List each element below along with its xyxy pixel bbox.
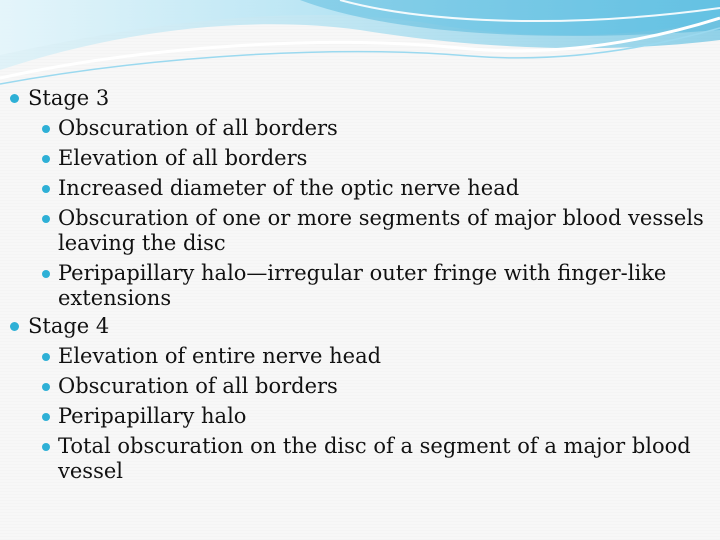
list-item-text: Elevation of all borders bbox=[58, 146, 308, 170]
list-item-text: Obscuration of one or more segments of major blood vessels leaving the disc bbox=[58, 206, 704, 255]
stage-4-sublist bbox=[28, 344, 708, 484]
list-item bbox=[28, 344, 708, 369]
bullet-icon bbox=[42, 270, 50, 278]
list-item bbox=[28, 206, 708, 256]
bullet-icon bbox=[42, 155, 50, 163]
list-item-text: Peripapillary halo bbox=[58, 404, 247, 428]
bullet-icon bbox=[42, 353, 50, 361]
list-item bbox=[28, 374, 708, 399]
bullet-icon bbox=[42, 443, 50, 451]
list-item-text: Total obscuration on the disc of a segment of a major blood vessel bbox=[58, 434, 691, 483]
list-item-text: Peripapillary halo—irregular outer fringe with finger-like extensions bbox=[58, 261, 667, 310]
list-item bbox=[28, 434, 708, 484]
stage-3-sublist bbox=[28, 116, 708, 311]
bullet-icon bbox=[42, 125, 50, 133]
list-item-text: Obscuration of all borders bbox=[58, 374, 338, 398]
list-item bbox=[28, 261, 708, 311]
header-wave-decoration bbox=[0, 0, 720, 90]
list-item bbox=[28, 176, 708, 201]
bullet-icon bbox=[10, 322, 19, 331]
bullet-icon bbox=[10, 94, 19, 103]
bullet-icon bbox=[42, 413, 50, 421]
list-item bbox=[28, 116, 708, 141]
bullet-list bbox=[8, 84, 708, 486]
bullet-icon bbox=[42, 185, 50, 193]
bullet-icon bbox=[42, 215, 50, 223]
list-item-text: Increased diameter of the optic nerve head bbox=[58, 176, 520, 200]
list-item-text: Elevation of entire nerve head bbox=[58, 344, 382, 368]
list-item bbox=[28, 404, 708, 429]
stage-3-title: Stage 3 bbox=[28, 86, 110, 110]
list-item bbox=[28, 146, 708, 171]
bullet-icon bbox=[42, 383, 50, 391]
stage-4-title: Stage 4 bbox=[28, 314, 110, 338]
stage-3-item bbox=[8, 85, 708, 311]
stage-4-item bbox=[8, 313, 708, 484]
list-item-text: Obscuration of all borders bbox=[58, 116, 338, 140]
